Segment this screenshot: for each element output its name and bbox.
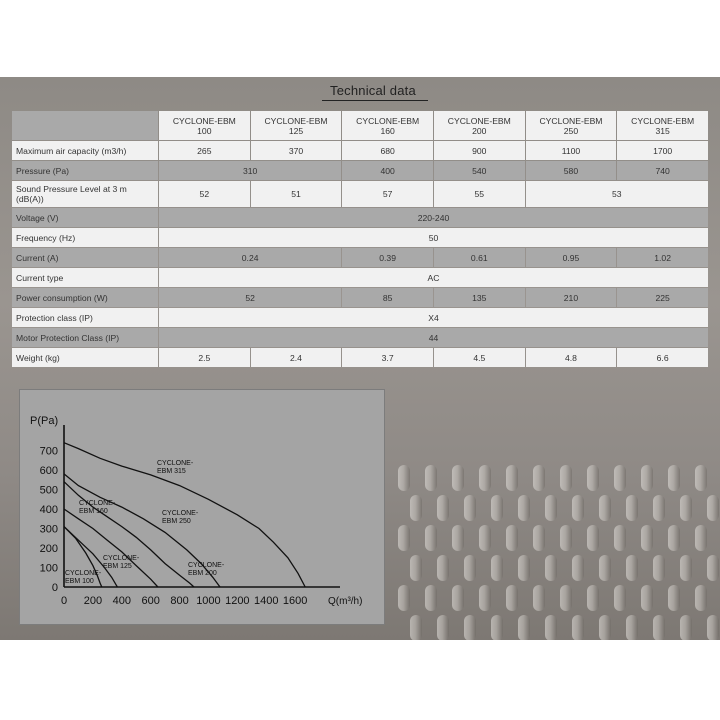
- row-value-cell: 6.6: [617, 348, 708, 367]
- model-header-cell: [251, 111, 342, 140]
- x-tick-label: 1600: [282, 595, 308, 607]
- background-texture-bump: [668, 525, 680, 551]
- background-texture-bump: [452, 585, 464, 611]
- row-value-cell: 540: [434, 161, 525, 180]
- y-tick-label: 700: [39, 445, 58, 458]
- row-value-cell: 4.8: [526, 348, 617, 367]
- curve-label: EBM 125: [103, 563, 132, 570]
- row-value-cell: 2.5: [159, 348, 250, 367]
- background-texture-bump: [572, 615, 584, 640]
- background-texture-bump: [452, 525, 464, 551]
- x-tick-label: 800: [170, 595, 189, 607]
- row-label: Weight (kg): [12, 348, 158, 367]
- row-value-cell: 225: [617, 288, 708, 307]
- model-header-line: 160: [380, 125, 395, 136]
- background-texture-bump: [533, 585, 545, 611]
- curve-label: EBM 250: [162, 518, 191, 525]
- curve-label: EBM 315: [157, 468, 186, 475]
- x-tick-label: 0: [60, 595, 68, 607]
- row-label: Pressure (Pa): [12, 161, 158, 180]
- curve-label: CYCLONE-: [162, 510, 199, 517]
- row-label: Frequency (Hz): [12, 228, 158, 247]
- background-texture-bump: [545, 615, 557, 640]
- background-texture-bump: [437, 555, 449, 581]
- background-texture-bump: [599, 495, 611, 521]
- background-texture-bump: [491, 495, 503, 521]
- background-texture-bump: [641, 585, 653, 611]
- row-label: Current (A): [12, 248, 158, 267]
- background-texture-bump: [491, 555, 503, 581]
- background-texture-bump: [464, 495, 476, 521]
- row-value-cell: 52: [159, 181, 250, 207]
- background-texture-bump: [572, 495, 584, 521]
- table-row: [12, 308, 708, 327]
- background-texture-bump: [695, 465, 707, 491]
- table-row: [12, 141, 708, 160]
- row-value-cell: 265: [159, 141, 250, 160]
- row-value-cell: 740: [617, 161, 708, 180]
- background-texture-bump: [425, 585, 437, 611]
- background-texture-bump: [707, 615, 719, 640]
- model-header-cell: [526, 111, 617, 140]
- x-tick-label: 1200: [225, 595, 250, 607]
- background-texture-bump: [479, 465, 491, 491]
- y-tick-label: 500: [39, 484, 58, 497]
- background-texture-bump: [668, 465, 680, 491]
- row-value-cell: 1700: [617, 141, 708, 160]
- background-texture-bump: [425, 465, 437, 491]
- x-tick-label: 1000: [196, 595, 221, 607]
- background-texture-bump: [518, 555, 530, 581]
- curve-label: CYCLONE-: [188, 562, 225, 569]
- model-header-line: CYCLONE-EBM: [447, 115, 511, 126]
- model-header-line: CYCLONE-EBM: [631, 115, 695, 126]
- model-header-line: 100: [197, 125, 212, 136]
- curve-label: CYCLONE-: [157, 460, 194, 467]
- row-label: Current type: [12, 268, 158, 287]
- background-texture-bump: [560, 585, 572, 611]
- background-texture-bump: [614, 585, 626, 611]
- model-header-cell: [617, 111, 708, 140]
- background-texture-bump: [398, 525, 410, 551]
- row-value-cell: 51: [251, 181, 342, 207]
- background-texture-bump: [695, 525, 707, 551]
- background-texture-bump: [437, 615, 449, 640]
- curve-label: EBM 100: [65, 578, 94, 585]
- row-value-cell: 0.24: [159, 248, 341, 267]
- row-value-cell: 210: [526, 288, 617, 307]
- x-tick-label: 400: [112, 595, 131, 607]
- row-label: Sound Pressure Level at 3 m (dB(A)): [12, 181, 158, 207]
- row-value-cell: 1.02: [617, 248, 708, 267]
- y-tick-label: 400: [39, 504, 58, 516]
- model-header-line: CYCLONE-EBM: [172, 115, 236, 126]
- table-row: [12, 248, 708, 267]
- table-row: [12, 348, 708, 367]
- background-texture-bump: [506, 465, 518, 491]
- background-texture-bump: [491, 615, 503, 640]
- model-header-cell: [342, 111, 433, 140]
- background-texture-bump: [680, 495, 692, 521]
- background-texture-bump: [533, 465, 545, 491]
- row-value-cell: 55: [434, 181, 525, 207]
- performance-chart-svg: [20, 390, 384, 624]
- table-row: [12, 228, 708, 247]
- row-value-cell: 53: [526, 181, 708, 207]
- model-header-line: 250: [563, 125, 579, 136]
- y-tick-label: 300: [39, 523, 58, 536]
- background-texture-bump: [452, 465, 464, 491]
- background-texture-bump: [641, 525, 653, 551]
- background-texture-bump: [518, 615, 530, 640]
- row-label: Maximum air capacity (m3/h): [12, 141, 158, 160]
- y-tick-label: 200: [39, 543, 58, 555]
- row-value-cell: 50: [159, 228, 708, 247]
- section-title: Technical data: [330, 83, 416, 98]
- curve-label: CYCLONE-: [103, 555, 140, 562]
- model-header-cell: [159, 111, 250, 140]
- background-texture-bump: [599, 615, 611, 640]
- row-value-cell: 3.7: [342, 348, 433, 367]
- row-value-cell: 400: [342, 161, 433, 180]
- model-header-line: 125: [288, 125, 304, 136]
- row-value-cell: 52: [159, 288, 341, 307]
- curve-label: CYCLONE-: [65, 570, 102, 577]
- row-value-cell: 2.4: [251, 348, 342, 367]
- y-tick-label: 0: [51, 582, 58, 594]
- row-value-cell: 900: [434, 141, 525, 160]
- table-row: [12, 208, 708, 227]
- performance-chart: [19, 389, 385, 625]
- model-header-line: 315: [655, 125, 670, 136]
- row-label: Motor Protection Class (IP): [12, 328, 158, 347]
- title-underline: [322, 100, 428, 101]
- background-texture-bump: [410, 615, 422, 640]
- curve-label: EBM 200: [188, 570, 217, 577]
- background-texture-bump: [587, 525, 599, 551]
- row-value-cell: 310: [159, 161, 341, 180]
- background-texture-bump: [533, 525, 545, 551]
- background-texture-bump: [707, 555, 719, 581]
- y-tick-label: 600: [39, 465, 58, 477]
- background-texture-bump: [626, 555, 638, 581]
- row-value-cell: 0.95: [526, 248, 617, 267]
- background-texture-bump: [560, 465, 572, 491]
- model-header-line: 200: [472, 125, 487, 136]
- background-texture-bump: [587, 465, 599, 491]
- background-texture-bump: [614, 525, 626, 551]
- x-tick-label: 200: [83, 595, 103, 607]
- background-texture-bump: [626, 615, 638, 640]
- background-texture-bump: [545, 555, 557, 581]
- background-texture-bump: [410, 495, 422, 521]
- model-header-line: CYCLONE-EBM: [264, 115, 328, 126]
- background-texture-bump: [599, 555, 611, 581]
- background-texture-bump: [680, 615, 692, 640]
- background-texture-bump: [464, 555, 476, 581]
- background-texture-bump: [614, 465, 626, 491]
- background-texture-bump: [641, 465, 653, 491]
- background-texture-bump: [464, 615, 476, 640]
- row-value-cell: 0.39: [342, 248, 433, 267]
- background-texture-bump: [437, 495, 449, 521]
- model-header-cell: [434, 111, 525, 140]
- row-label: Voltage (V): [12, 208, 158, 227]
- background-texture-bump: [425, 525, 437, 551]
- table-row: [12, 288, 708, 307]
- background-texture-bump: [506, 525, 518, 551]
- background-texture-bump: [653, 615, 665, 640]
- row-value-cell: 370: [251, 141, 342, 160]
- table-row: [12, 268, 708, 287]
- curve-label: CYCLONE-: [79, 500, 116, 507]
- background-texture-bump: [410, 555, 422, 581]
- background-texture-bump: [518, 495, 530, 521]
- background-texture-bump: [560, 525, 572, 551]
- row-label: Power consumption (W): [12, 288, 158, 307]
- curve-label: EBM 160: [79, 508, 108, 515]
- row-value-cell: AC: [159, 268, 708, 287]
- x-tick-label: 1400: [253, 595, 279, 607]
- table-row: [12, 161, 708, 180]
- background-texture-bump: [680, 555, 692, 581]
- row-value-cell: 680: [342, 141, 433, 160]
- table-row: [12, 328, 708, 347]
- background-texture-bump: [695, 585, 707, 611]
- background-texture-bump: [668, 585, 680, 611]
- background-texture-bump: [653, 495, 665, 521]
- background-texture-bump: [626, 495, 638, 521]
- background-texture-bump: [653, 555, 665, 581]
- model-header-line: CYCLONE-EBM: [539, 115, 603, 126]
- table-corner-cell: [12, 111, 158, 140]
- row-value-cell: 0.61: [434, 248, 525, 267]
- background-texture-bump: [545, 495, 557, 521]
- background-texture-bump: [479, 525, 491, 551]
- row-value-cell: 580: [526, 161, 617, 180]
- row-value-cell: 220-240: [159, 208, 708, 227]
- row-value-cell: 44: [159, 328, 708, 347]
- row-value-cell: 4.5: [434, 348, 525, 367]
- y-axis-label: P(Pa): [30, 415, 59, 427]
- technical-data-table: [11, 110, 709, 368]
- background-texture-bump: [506, 585, 518, 611]
- table-row: [12, 181, 708, 207]
- row-value-cell: 135: [434, 288, 525, 307]
- model-header-line: CYCLONE-EBM: [356, 115, 420, 126]
- row-value-cell: X4: [159, 308, 708, 327]
- background-texture-bump: [572, 555, 584, 581]
- row-label: Protection class (IP): [12, 308, 158, 327]
- row-value-cell: 85: [342, 288, 433, 307]
- x-tick-label: 600: [141, 595, 160, 607]
- x-axis-label: Q(m³/h): [328, 596, 363, 607]
- background-texture-bump: [707, 495, 719, 521]
- background-texture-bump: [479, 585, 491, 611]
- y-tick-label: 100: [39, 562, 58, 575]
- background-texture-bump: [398, 585, 410, 611]
- background-texture-bump: [398, 465, 410, 491]
- background-texture-bump: [587, 585, 599, 611]
- row-value-cell: 57: [342, 181, 433, 207]
- row-value-cell: 1100: [526, 141, 617, 160]
